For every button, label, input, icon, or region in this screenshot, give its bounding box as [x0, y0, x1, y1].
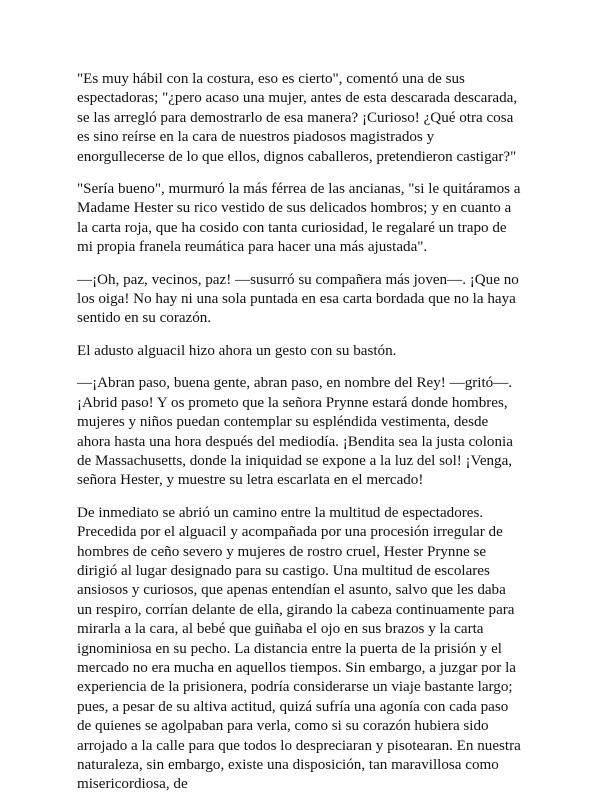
paragraph-3: —¡Oh, paz, vecinos, paz! —susurró su compañera más joven—. ¡Que no los oiga! No hay ni una sola puntada en esa carta bordada que no la haya sentido en su corazón.	[77, 271, 519, 327]
paragraph-6: De inmediato se abrió un camino entre la multitud de espectadores. Precedida por el alguacil y acompañada por una procesión irregular de hombres de ceño severo y mujeres de rostro cruel, Hester Prynne se dirigió al lugar designado para su castigo. Una multitud de escolares ansiosos y curiosos, que apenas entendían el asunto, salvo que les daba un respiro, corrían delante de ella, girando la cabeza continuamente para mirarla a la cara, al bebé que guiñaba el ojo en sus brazos y la carta ignominiosa en su pecho. La distancia entre la puerta de la prisión y el mercado no era mucha en aquellos tiempos. Sin embargo, a juzgar por la experiencia de la prisionera, podría considerarse un viaje bastante largo; pues, a pesar de su altiva actitud, quizá sufría una agonía con cada paso de quienes se agolpaban para verla, como si su corazón hubiera sido arrojado a la calle para que todos lo despreciaran y pisotearan. En nuestra naturaleza, sin embargo, existe una disposición, tan maravillosa como misericordiosa, de	[77, 504, 521, 793]
paragraph-2: "Sería bueno", murmuró la más férrea de las ancianas, "si le quitáramos a Madame Hester su rico vestido de sus delicados hombros; y en cuanto a la carta roja, que ha cosido con tanta curiosidad, le regalaré un trapo de mi propia franela reumática para hacer una más ajustada".	[77, 181, 521, 256]
paragraph-4: El adusto alguacil hizo ahora un gesto con su bastón.	[77, 342, 397, 359]
paragraph-1: "Es muy hábil con la costura, eso es cierto", comentó una de sus espectadoras; "¿pero acaso una mujer, antes de esta descarada descarada, se las arregló para demostrarlo de esa manera? ¡Curioso! ¿Qué otra cosa es sino reírse en la cara de nuestros piadosos magistrados y enorgullecerse de lo que ellos, dignos caballeros, pretendieron castigar?"	[77, 71, 518, 165]
paragraph-5: —¡Abran paso, buena gente, abran paso, en nombre del Rey! —gritó—. ¡Abrid paso! Y os prometo que la señora Prynne estará donde hombres, mujeres y niños puedan contemplar su espléndida vestimenta, desde ahora hasta una hora después del mediodía. ¡Bendita sea la justa colonia de Massachusetts, donde la iniquidad se expone a la luz del sol! ¡Venga, señora Hester, y muestre su letra escarlata en el mercado!	[77, 375, 513, 489]
document-body	[77, 70, 523, 808]
